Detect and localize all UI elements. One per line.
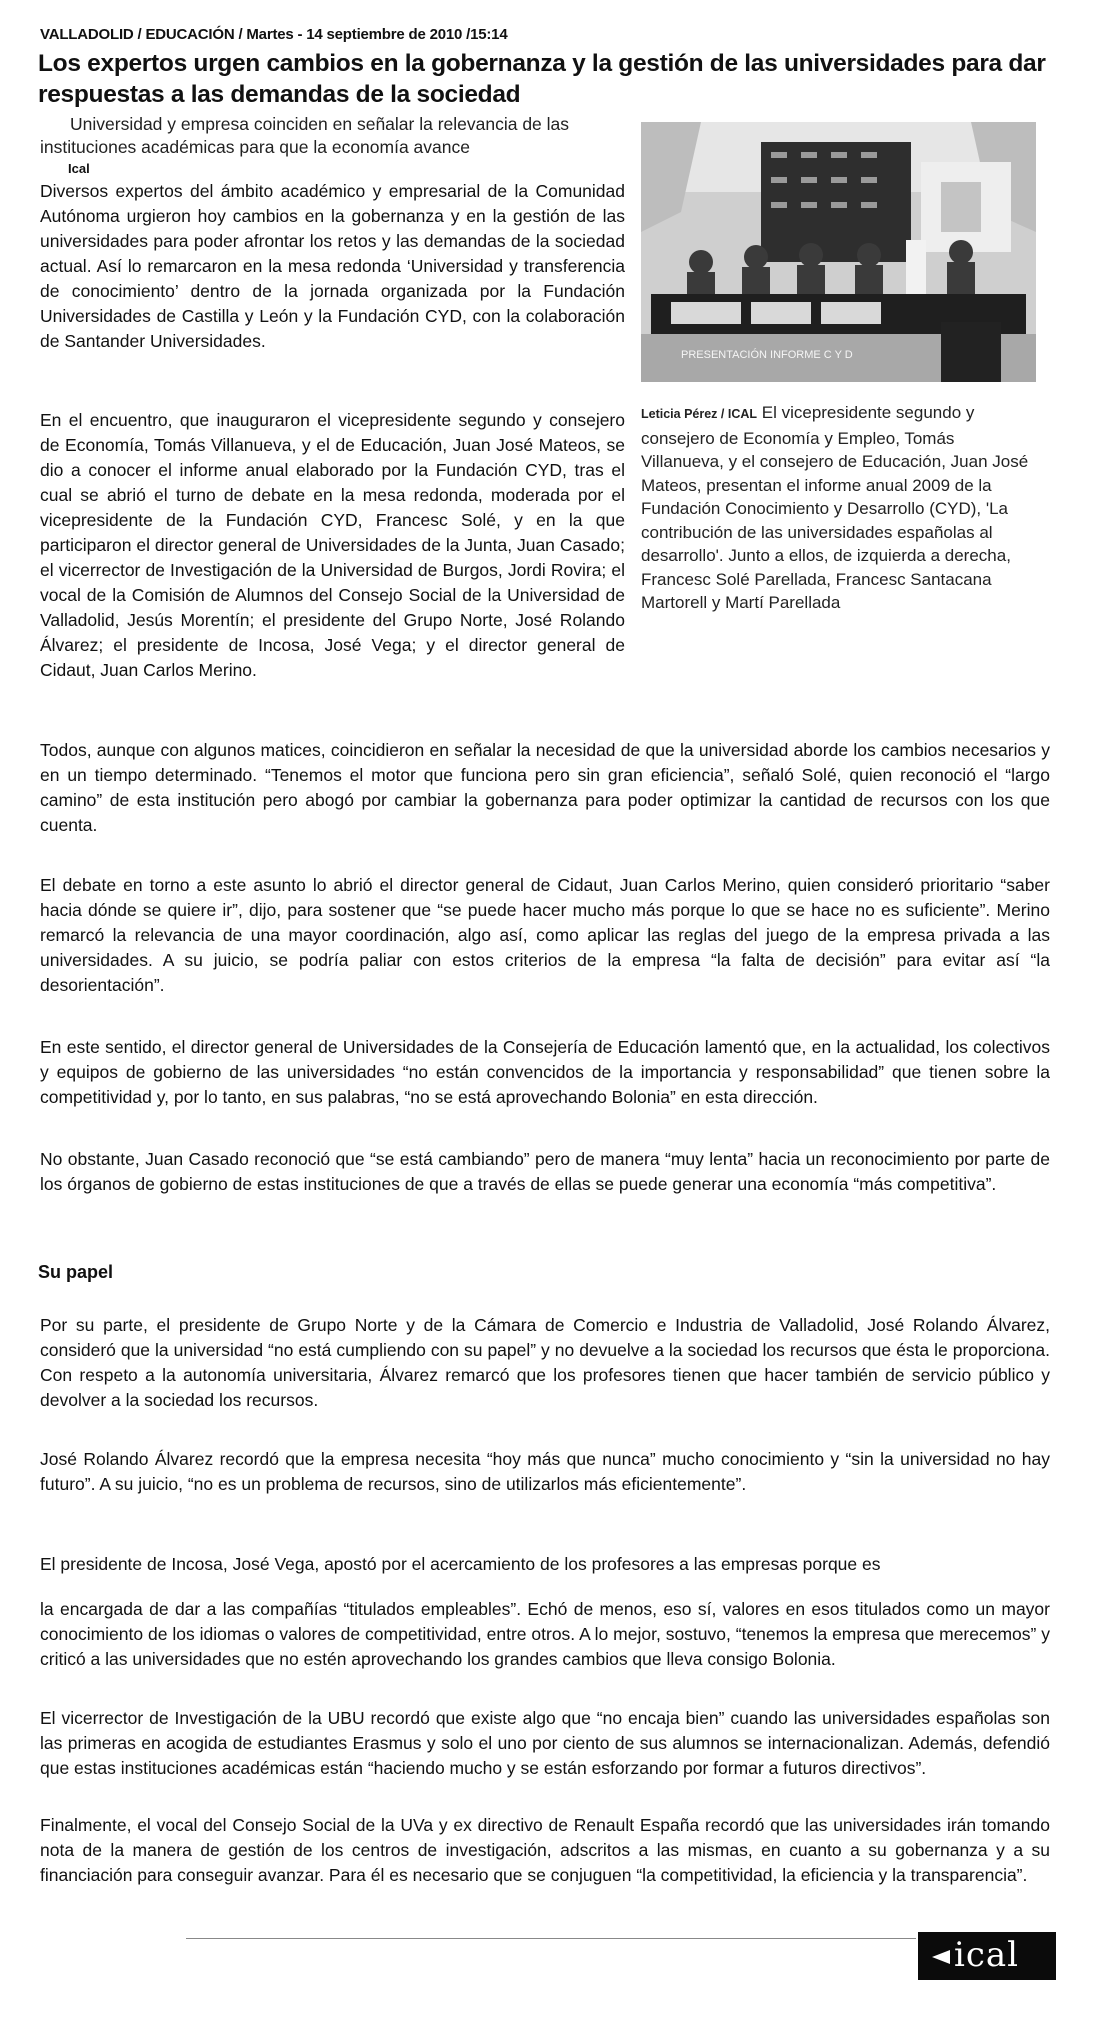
ical-logo [918,1932,1056,1980]
photo-banner-text: PRESENTACIÓN INFORME C Y D [681,349,853,361]
agency-byline: Ical [68,161,90,176]
caption-text: El vicepresidente segundo y consejero de Economía y Empleo, Tomás Villanueva, y el consejero de Educación, Juan José Mateos, presentan el informe anual 2009 de la Fundación Conocimiento y Desarrollo (CYD), 'La contribución de las universidades españolas al desarrollo'. Junto a ellos, de izquierda a derecha, Francesc Solé Parellada, Francesc Santacana Martorell y Martí Parellada [641,403,1029,612]
footer-rule [186,1938,916,1939]
headline: Los expertos urgen cambios en la gobernanza y la gestión de las universidades para dar respuestas a las demandas de la sociedad [38,50,1046,108]
paragraph-2: En el encuentro, que inauguraron el vicepresidente segundo y consejero de Economía, Tomás Villanueva, y el de Educación, Juan José Mateos, se dio a conocer el informe anual elaborado por la Fundación CYD, tras el cual se abrió el turno de debate en la mesa redonda, moderada por el vicepresidente de la Fundación CYD, Francesc Solé, y en la que participaron el director general de Universidades de la Junta, Juan Casado; el vicerrector de Investigación de la Universidad de Burgos, Jordi Rovira; el vocal de la Comisión de Alumnos del Consejo Social de la Universidad de Valladolid, Jesús Morentín; el presidente del Grupo Norte, José Rolando Álvarez; el presidente de Incosa, José Vega; y el director general de Cidaut, Juan Carlos Merino. [40,410,625,680]
paragraph-1: Diversos expertos del ámbito académico y empresarial de la Comunidad Autónoma urgieron hoy cambios en la gobernanza y en la gestión de las universidades para poder afrontar los retos y las demandas de la sociedad actual. Así lo remarcaron en la mesa redonda ‘Universidad y transferencia de conocimiento’ dentro de la jornada organizada por la Fundación Universidades de Castilla y León y la Fundación CYD, con la colaboración de Santander Universidades. [40,181,625,351]
logo-text: ical [954,1935,1020,1975]
paragraph-9: El presidente de Incosa, José Vega, apostó por el acercamiento de los profesores a las empresas porque es [40,1554,881,1574]
arrow-icon [932,1950,950,1964]
paragraph-7: Por su parte, el presidente de Grupo Norte y de la Cámara de Comercio e Industria de Valladolid, José Rolando Álvarez, consideró que la universidad “no está cumpliendo con su papel” y no devuelve a la sociedad los recursos que ésta le proporciona. Con respeto a la autonomía universitaria, Álvarez remarcó que los profesores tienen que hacer también de servicio público y devolver a la sociedad los recursos. [40,1315,1050,1410]
paragraph-11: El vicerrector de Investigación de la UBU recordó que existe algo que “no encaja bien” cuando las universidades españolas son las primeras en acogida de estudiantes Erasmus y solo el uno por ciento de sus alumnos se internacionalizan. Además, defendió que estas instituciones académicas están “haciendo mucho y se están esforzando por formar a futuros directivos”. [40,1708,1050,1778]
dateline: VALLADOLID / EDUCACIÓN / Martes - 14 septiembre de 2010 /15:14 [40,26,508,43]
subtitle: Universidad y empresa coinciden en señalar la relevancia de las instituciones académicas para que la economía avance [40,114,570,157]
section-heading: Su papel [38,1262,114,1282]
paragraph-3: Todos, aunque con algunos matices, coincidieron en señalar la necesidad de que la universidad aborde los cambios necesarios y en un tiempo determinado. “Tenemos el motor que funciona pero sin gran eficiencia”, señaló Solé, quien reconoció el “largo camino” de esta institución pero abogó por cambiar la gobernanza para poder optimizar la cantidad de recursos con los que cuenta. [40,740,1050,835]
paragraph-4: El debate en torno a este asunto lo abrió el director general de Cidaut, Juan Carlos Merino, quien consideró prioritario “saber hacia dónde se quiere ir”, dijo, para sostener que “se puede hacer mucho más porque lo que se hace no es suficiente”. Merino remarcó la relevancia de una mayor coordinación, algo así, como aplicar las reglas del juego de la empresa privada a las universidades. A su juicio, se podría paliar con estos criterios de la empresa “la falta de decisión” para evitar así “la desorientación”. [40,875,1050,995]
photo-credit: Leticia Pérez / ICAL [641,407,758,421]
paragraph-12: Finalmente, el vocal del Consejo Social de la UVa y ex directivo de Renault España recordó que las universidades irán tomando nota de la manera de gestión de los centros de investigación, adscritos a las mismas, en cuanto a su gobernanza y a su financiación para conseguir avanzar. Para él es necesario que se conjuguen “la competitividad, la eficiencia y la transparencia”. [40,1815,1050,1885]
paragraph-6: No obstante, Juan Casado reconoció que “se está cambiando” pero de manera “muy lenta” hacia un reconocimiento por parte de los órganos de gobierno de estas instituciones de que a través de ellas se puede generar una economía “más competitiva”. [40,1149,1050,1194]
photo-caption [641,401,1041,615]
event-photo [641,122,1036,382]
paragraph-8: José Rolando Álvarez recordó que la empresa necesita “hoy más que nunca” mucho conocimiento y “sin la universidad no hay futuro”. A su juicio, “no es un problema de recursos, sino de utilizarlos más eficientemente”. [40,1449,1050,1494]
paragraph-10: la encargada de dar a las compañías “titulados empleables”. Echó de menos, eso sí, valores en esos titulados como un mayor conocimiento de los idiomas o valores de competitividad, entre otros. A lo mejor, sostuvo, “tenemos la empresa que merecemos” y criticó a las universidades que no estén aprovechando los grandes cambios que lleva consigo Bolonia. [40,1599,1050,1669]
paragraph-5: En este sentido, el director general de Universidades de la Consejería de Educación lamentó que, en la actualidad, los colectivos y equipos de gobierno de las universidades “no están convencidos de la importancia y responsabilidad” que tienen sobre la competitividad y, por lo tanto, en sus palabras, “no se está aprovechando Bolonia” en esta dirección. [40,1037,1050,1107]
